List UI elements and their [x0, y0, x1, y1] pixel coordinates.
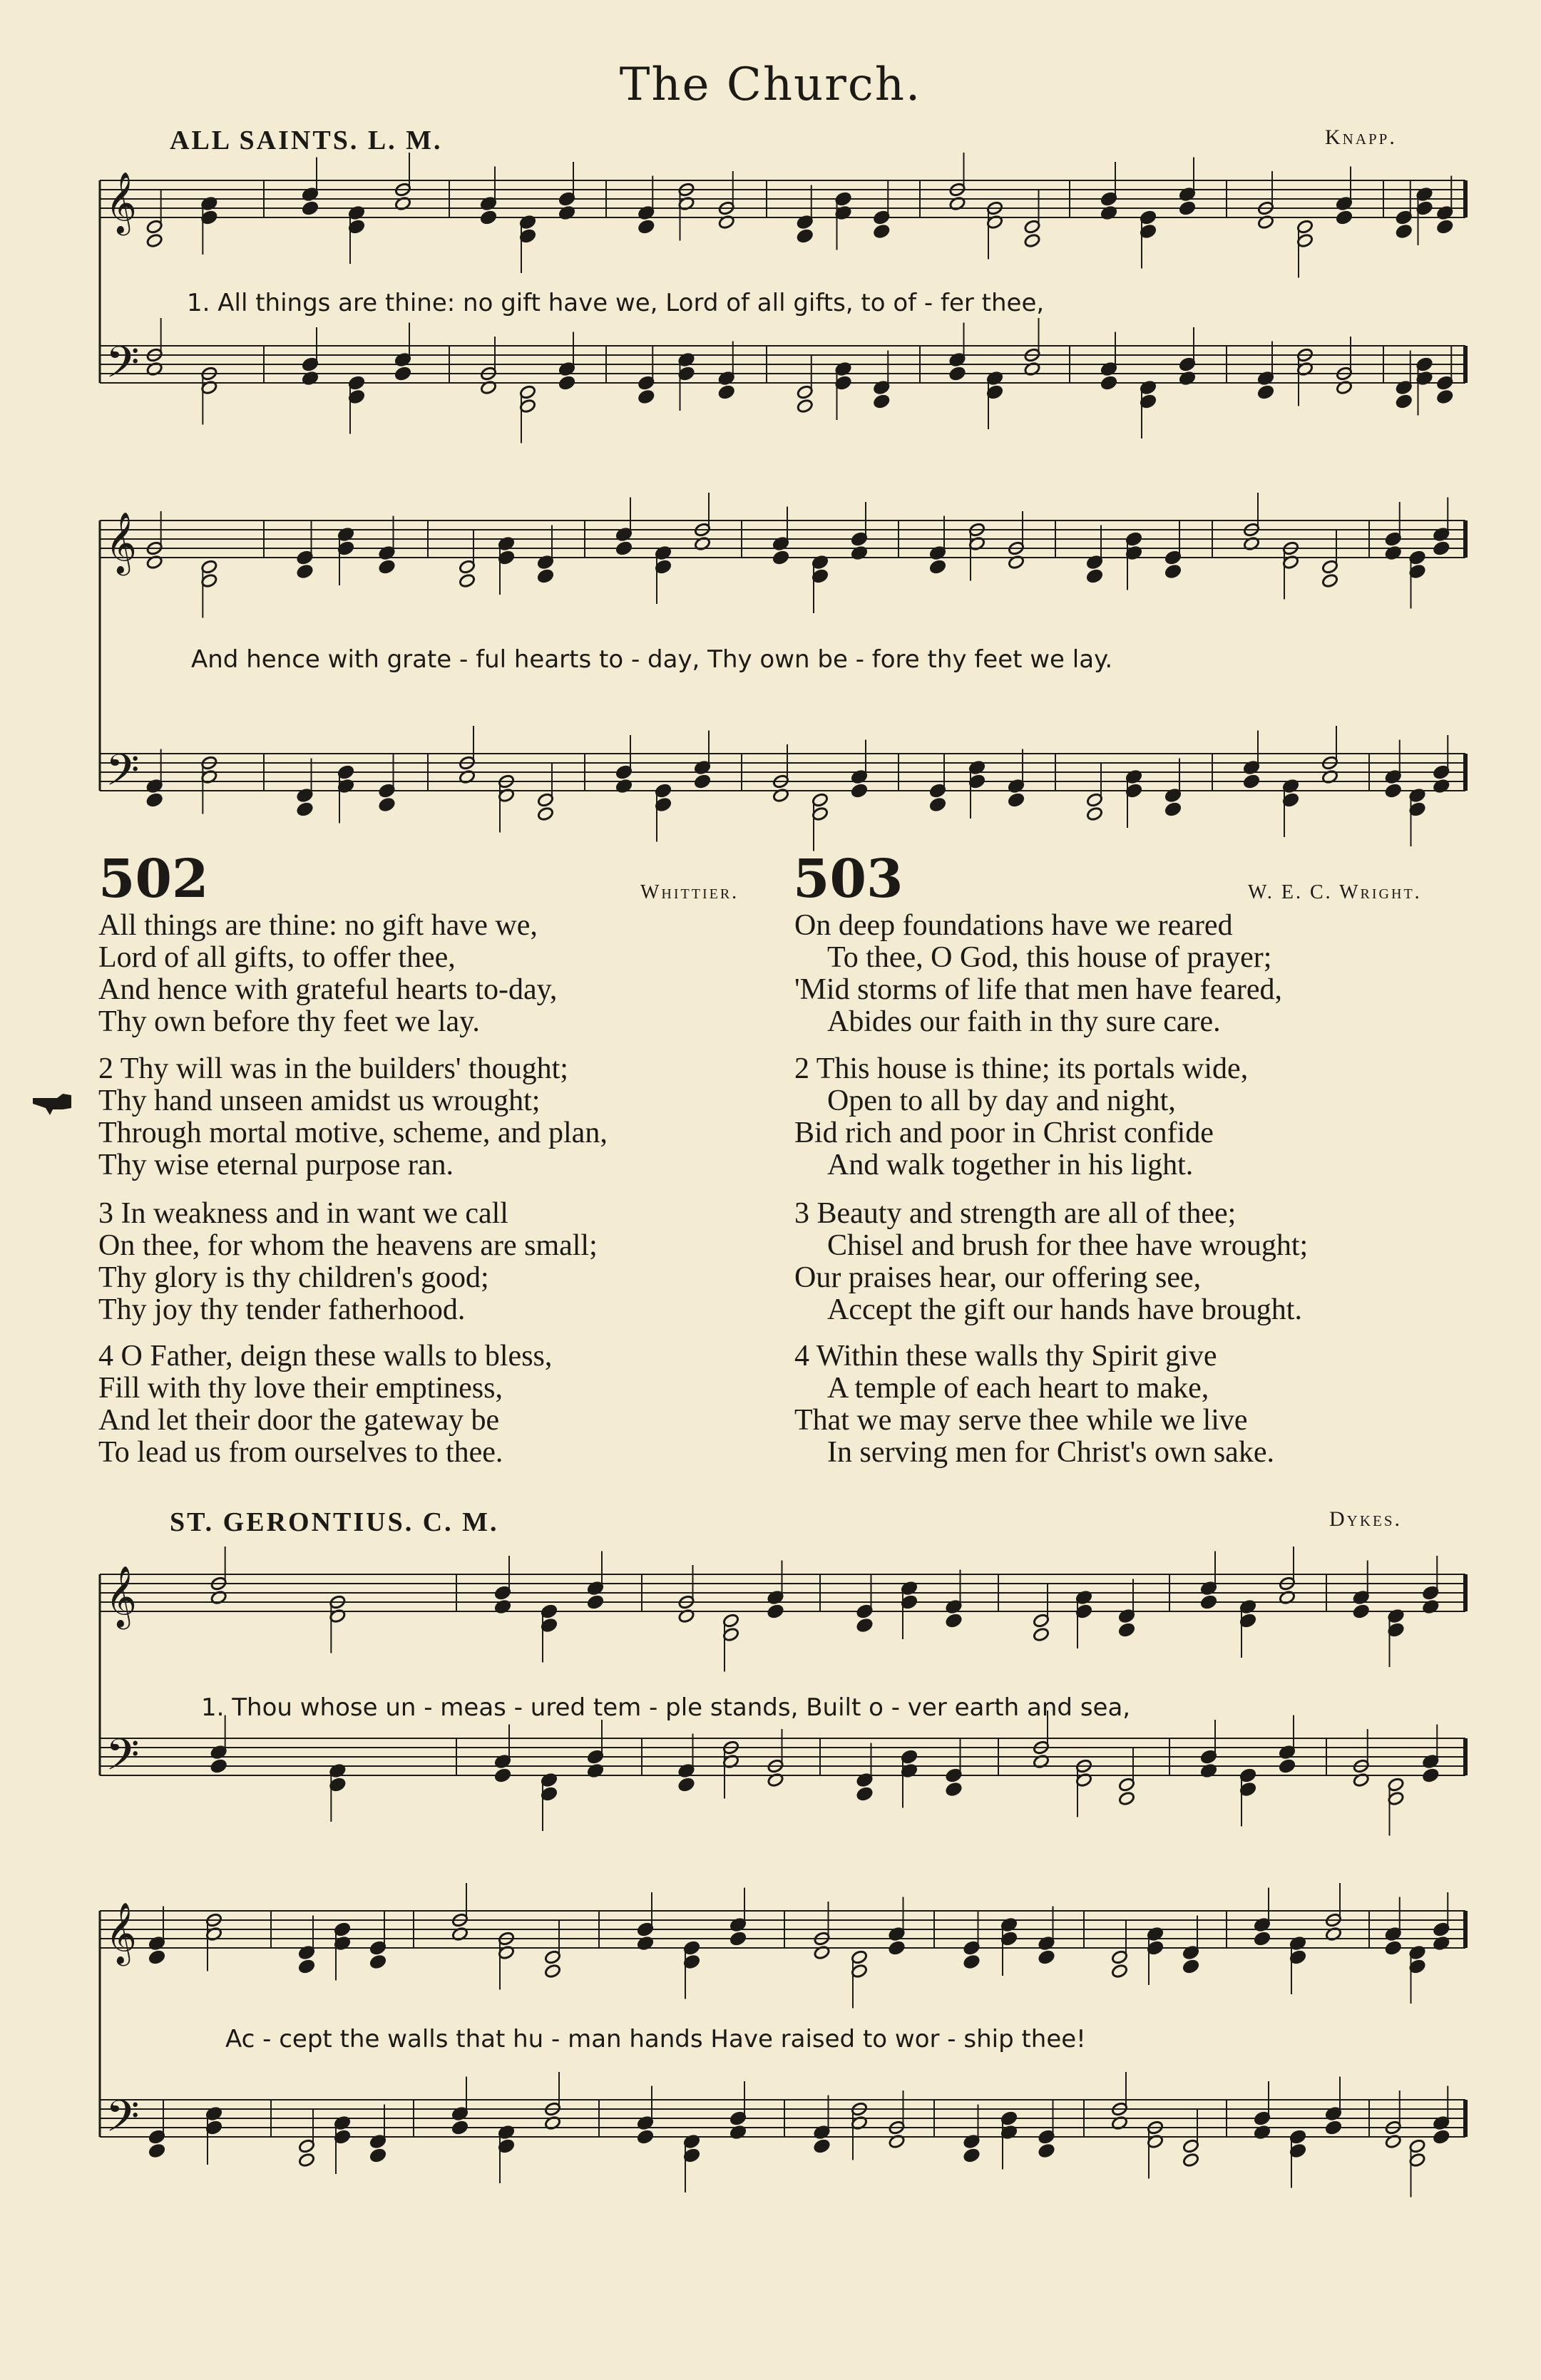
hymn-502-stanza-2: [98, 1053, 608, 1181]
author-wright: W. E. C. Wright.: [1248, 881, 1422, 903]
stanza-line: Bid rich and poor in Christ confide: [794, 1117, 1214, 1149]
stanza-line: 2 This house is thine; its portals wide,: [794, 1052, 1249, 1085]
stanza-line: All things are thine: no gift have we,: [98, 909, 538, 942]
svg-text:𝄞: 𝄞: [106, 512, 137, 573]
stanza-line: That we may serve thee while we live: [794, 1404, 1248, 1437]
page-title: The Church.: [619, 58, 922, 111]
hymn-502-stanza-1: [98, 910, 557, 1038]
composer-dykes: Dykes.: [1329, 1507, 1403, 1531]
stanza-line: 3 Beauty and strength are all of thee;: [794, 1197, 1237, 1230]
stanza-line: Abides our faith in thy sure care.: [827, 1005, 1221, 1038]
lyrics-tune1-line1: 1. All things are thine: no gift have we, Lord of all gifts, to of - fer thee,: [187, 289, 1045, 317]
stanza-line: To thee, O God, this house of prayer;: [827, 941, 1272, 974]
stanza-line: To lead us from ourselves to thee.: [98, 1436, 503, 1469]
stanza-line: 2 Thy will was in the builders' thought;: [98, 1052, 568, 1085]
hymn-502-stanza-4: [98, 1340, 552, 1469]
stanza-line: Thy hand unseen amidst us wrought;: [98, 1084, 541, 1117]
stanza-line: A temple of each heart to make,: [827, 1372, 1209, 1405]
stanza-line: Chisel and brush for thee have wrought;: [827, 1229, 1309, 1262]
stanza-line: Fill with thy love their emptiness,: [98, 1372, 503, 1405]
stanza-line: 'Mid storms of life that men have feared,: [794, 973, 1283, 1006]
stanza-line: Accept the gift our hands have brought.: [827, 1293, 1302, 1326]
stanza-line: Through mortal motive, scheme, and plan,: [98, 1117, 608, 1149]
stanza-line: 4 Within these walls thy Spirit give: [794, 1340, 1217, 1373]
stanza-line: 4 O Father, deign these walls to bless,: [98, 1340, 553, 1373]
stanza-line: And let their door the gateway be: [98, 1404, 500, 1437]
stanza-line: On thee, for whom the heavens are small;: [98, 1229, 598, 1262]
tune-name-all-saints: ALL SAINTS. L. M.: [170, 125, 443, 155]
hymn-503-stanza-1: [794, 910, 1282, 1038]
hymn-number-502: 502: [98, 848, 209, 910]
stanza-line: Thy own before thy feet we lay.: [98, 1005, 480, 1038]
stanza-line: On deep foundations have we reared: [794, 909, 1233, 942]
stanza-line: Open to all by day and night,: [827, 1084, 1176, 1117]
stanza-line: Thy wise eternal purpose ran.: [98, 1149, 454, 1181]
hymn-503-stanza-3: [794, 1198, 1308, 1326]
pointing-hand-icon: [31, 1085, 74, 1125]
svg-text:𝄞: 𝄞: [106, 1566, 137, 1627]
hymn-number-503: 503: [793, 848, 903, 910]
svg-text:𝄢: 𝄢: [106, 337, 140, 399]
stanza-line: Thy glory is thy children's good;: [98, 1261, 489, 1294]
svg-text:𝄞: 𝄞: [106, 1902, 137, 1964]
composer-knapp: Knapp.: [1325, 125, 1397, 149]
hymn-503-stanza-2: [794, 1053, 1248, 1181]
author-whittier: Whittier.: [640, 881, 739, 903]
stanza-line: 3 In weakness and in want we call: [98, 1197, 508, 1230]
lyrics-tune1-line2: And hence with grate - ful hearts to - day, Thy own be - fore thy feet we lay.: [191, 645, 1113, 674]
stanza-line: Lord of all gifts, to offer thee,: [98, 941, 456, 974]
lyrics-tune2-line2: Ac - cept the walls that hu - man hands Have raised to wor - ship thee!: [225, 2025, 1086, 2053]
tune-name-st-gerontius: ST. GERONTIUS. C. M.: [170, 1507, 499, 1537]
stanza-line: Thy joy thy tender fatherhood.: [98, 1293, 466, 1326]
stanza-line: In serving men for Christ's own sake.: [827, 1436, 1274, 1469]
hymn-503-stanza-4: [794, 1340, 1274, 1469]
lyrics-tune2-line1: 1. Thou whose un - meas - ured tem - ple stands, Built o - ver earth and sea,: [201, 1693, 1131, 1722]
stanza-line: And hence with grateful hearts to-day,: [98, 973, 558, 1006]
stanza-line: And walk together in his light.: [827, 1149, 1194, 1181]
hymn-502-stanza-3: [98, 1198, 598, 1326]
svg-text:𝄢: 𝄢: [106, 1730, 140, 1791]
svg-text:𝄢: 𝄢: [106, 2091, 140, 2153]
svg-text:𝄢: 𝄢: [106, 745, 140, 806]
svg-text:𝄞: 𝄞: [106, 172, 137, 233]
stanza-line: Our praises hear, our offering see,: [794, 1261, 1202, 1294]
